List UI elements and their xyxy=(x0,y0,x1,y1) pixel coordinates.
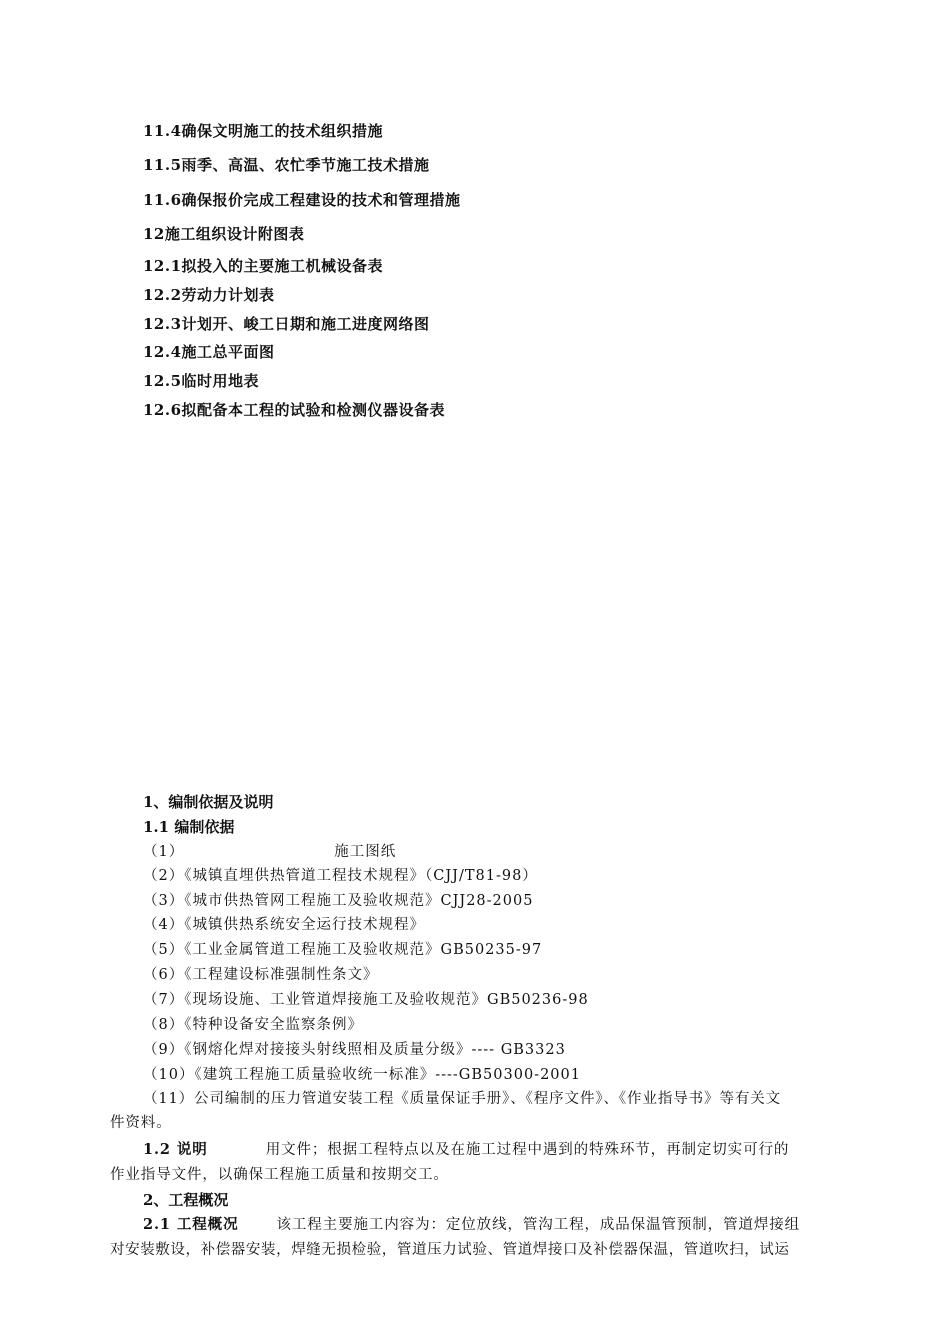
ref-text: 《工业金属管道工程施工及验收规范》GB50235-97 xyxy=(184,942,543,958)
toc-item: 12.6拟配备本工程的试验和检测仪器设备表 xyxy=(143,401,446,419)
note-paragraph-line2: 作业指导文件，以确保工程施工质量和按期交工。 xyxy=(110,1167,449,1183)
toc-item: 11.4确保文明施工的技术组织措施 xyxy=(143,122,384,140)
note-label: 1.2 说明 xyxy=(143,1141,208,1158)
ref-text: 《城镇供热系统安全运行技术规程》 xyxy=(184,917,425,933)
ref-text: 《城市供热管网工程施工及验收规范》CJJ28-2005 xyxy=(184,893,534,909)
toc-item: 12.5临时用地表 xyxy=(143,372,260,390)
section-heading: 2、工程概况 xyxy=(143,1191,229,1209)
ref-number: （8） xyxy=(143,1017,185,1033)
toc-item: 12施工组织设计附图表 xyxy=(143,225,305,243)
ref-number: （5） xyxy=(143,942,185,958)
overview-paragraph-line1 xyxy=(143,1215,800,1235)
ref-text: 《钢熔化焊对接接头射线照相及质量分级》---- GB3323 xyxy=(184,1042,566,1058)
ref-text: 《城镇直埋供热管道工程技术规程》（CJJ/T81-98） xyxy=(184,868,538,884)
overview-paragraph-line2: 对安装敷设，补偿器安装，焊缝无损检验，管道压力试验、管道焊接口及补偿器保温，管道吹扫，试运 xyxy=(110,1242,790,1258)
ref-number: （1） xyxy=(143,844,185,860)
overview-label: 2.1 工程概况 xyxy=(143,1216,239,1233)
sub-heading: 1.1 编制依据 xyxy=(143,818,235,836)
ref-text: 《现场设施、工业管道焊接施工及验收规范》GB50236-98 xyxy=(184,992,589,1008)
note-text: 用文件；根据工程特点以及在施工过程中遇到的特殊环节，再制定切实可行的 xyxy=(265,1142,790,1158)
overview-text: 该工程主要施工内容为：定位放线，管沟工程，成品保温管预制，管道焊接组 xyxy=(276,1217,801,1233)
toc-item: 12.2劳动力计划表 xyxy=(143,286,275,304)
toc-item: 11.5雨季、高温、农忙季节施工技术措施 xyxy=(143,156,430,174)
ref-number: （7） xyxy=(143,992,185,1008)
ref-text: 施工图纸 xyxy=(334,844,397,860)
ref11-line1: （11）公司编制的压力管道安装工程《质量保证手册》、《程序文件》、《作业指导书》等有关文 xyxy=(143,1091,782,1107)
list-item xyxy=(143,940,542,960)
ref11-line2: 件资料。 xyxy=(110,1115,172,1131)
ref-number: （2） xyxy=(143,868,185,884)
list-item xyxy=(143,915,425,935)
section-heading: 1、编制依据及说明 xyxy=(143,793,274,811)
ref-text: 《特种设备安全监察条例》 xyxy=(184,1017,363,1033)
ref-number: （10） xyxy=(143,1067,195,1083)
note-paragraph-line1 xyxy=(143,1140,789,1160)
list-item xyxy=(143,891,533,911)
ref-number: （9） xyxy=(143,1042,185,1058)
ref-number: （6） xyxy=(143,967,185,983)
list-item xyxy=(143,1065,581,1085)
list-item xyxy=(143,1040,566,1060)
toc-item: 12.4施工总平面图 xyxy=(143,343,275,361)
ref-number: （3） xyxy=(143,893,185,909)
ref-number: （4） xyxy=(143,917,185,933)
ref-text: 《工程建设标准强制性条文》 xyxy=(184,967,379,983)
ref-text: 《建筑工程施工质量验收统一标准》----GB50300-2001 xyxy=(194,1067,581,1083)
toc-item: 11.6确保报价完成工程建设的技术和管理措施 xyxy=(143,191,461,209)
toc-item: 12.3计划开、峻工日期和施工进度网络图 xyxy=(143,315,430,333)
list-item xyxy=(143,965,378,985)
toc-item: 12.1拟投入的主要施工机械设备表 xyxy=(143,257,384,275)
list-item xyxy=(143,866,538,886)
list-item xyxy=(143,990,589,1010)
list-item xyxy=(143,1015,363,1035)
list-item xyxy=(143,842,396,862)
